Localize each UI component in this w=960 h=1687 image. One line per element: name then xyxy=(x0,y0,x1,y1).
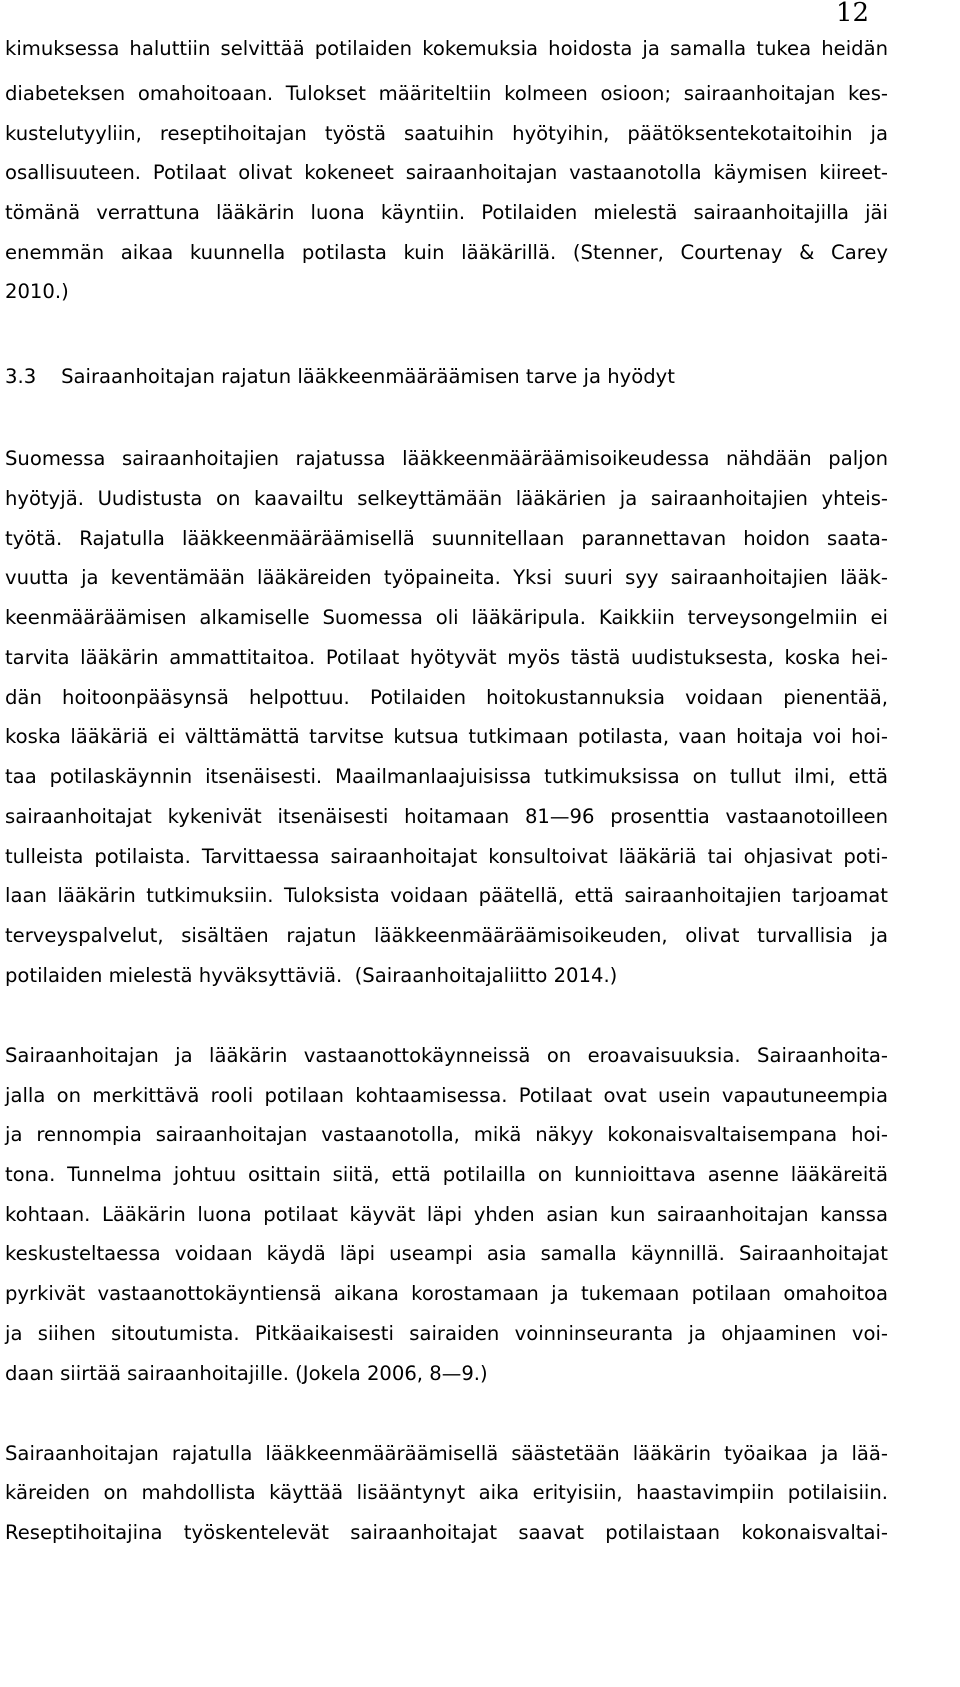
text-line: tulleista potilaista. Tarvittaessa sairaanhoitajat konsultoivat lääkäriä tai ohjasivat poti- xyxy=(5,845,888,868)
text-line: tömänä verrattuna lääkärin luona käyntiin. Potilaiden mielestä sairaanhoitajilla jäi xyxy=(5,201,888,224)
text-line: Suomessa sairaanhoitajien rajatussa lääkkeenmääräämisoikeudessa nähdään paljon xyxy=(5,447,888,470)
text-line: sairaanhoitajat kykenivät itsenäisesti hoitamaan 81—96 prosenttia vastaanotoilleen xyxy=(5,805,888,828)
text-line: diabeteksen omahoitoaan. Tulokset määriteltiin kolmeen osioon; sairaanhoitajan kes- xyxy=(5,82,888,105)
text-line: laan lääkärin tutkimuksiin. Tuloksista voidaan päätellä, että sairaanhoitajien tarjoamat xyxy=(5,884,888,907)
text-line: ja siihen sitoutumista. Pitkäaikaisesti sairaiden voinninseuranta ja ohjaaminen voi- xyxy=(5,1322,888,1345)
text-line: kimuksessa haluttiin selvittää potilaiden kokemuksia hoidosta ja samalla tukea heidän xyxy=(5,37,888,60)
text-line: osallisuuteen. Potilaat olivat kokeneet sairaanhoitajan vastaanotolla käymisen kiireet- xyxy=(5,161,888,184)
text-line: pyrkivät vastaanottokäyntiensä aikana korostamaan ja tukemaan potilaan omahoitoa xyxy=(5,1282,888,1305)
text-line: vuutta ja keventämään lääkäreiden työpaineita. Yksi suuri syy sairaanhoitajien lääk- xyxy=(5,566,888,589)
text-line: ja rennompia sairaanhoitajan vastaanotolla, mikä näkyy kokonaisvaltaisempana hoi- xyxy=(5,1123,888,1146)
text-line: Sairaanhoitajan rajatulla lääkkeenmääräämisellä säästetään lääkärin työaikaa ja lää- xyxy=(5,1442,888,1465)
text-line: keskusteltaessa voidaan käydä läpi useampi asia samalla käynnillä. Sairaanhoitajat xyxy=(5,1242,888,1265)
text-line: tona. Tunnelma johtuu osittain siitä, että potilailla on kunnioittava asenne lääkäreitä xyxy=(5,1163,888,1186)
text-line: Sairaanhoitajan ja lääkärin vastaanottokäynneissä on eroavaisuuksia. Sairaanhoita- xyxy=(5,1044,888,1067)
text-line: Reseptihoitajina työskentelevät sairaanhoitajat saavat potilaistaan kokonaisvaltai- xyxy=(5,1521,888,1544)
text-line: jalla on merkittävä rooli potilaan kohtaamisessa. Potilaat ovat usein vapautuneempia xyxy=(5,1084,888,1107)
text-line: kohtaan. Lääkärin luona potilaat käyvät läpi yhden asian kun sairaanhoitajan kanssa xyxy=(5,1203,888,1226)
page-number: 12 xyxy=(836,0,870,28)
text-line: käreiden on mahdollista käyttää lisääntynyt aika erityisiin, haastavimpiin potilaisiin. xyxy=(5,1481,888,1504)
text-line: hyötyjä. Uudistusta on kaavailtu selkeyttämään lääkärien ja sairaanhoitajien yhteis- xyxy=(5,487,888,510)
section-heading: 3.3 Sairaanhoitajan rajatun lääkkeenmääräämisen tarve ja hyödyt xyxy=(5,365,675,388)
text-line: 2010.) xyxy=(5,280,69,303)
text-line: koska lääkäriä ei välttämättä tarvitse kutsua tutkimaan potilasta, vaan hoitaja voi hoi- xyxy=(5,725,888,748)
text-line: kustelutyyliin, reseptihoitajan työstä saatuihin hyötyihin, päätöksentekotaitoihin ja xyxy=(5,122,888,145)
text-line: tarvita lääkärin ammattitaitoa. Potilaat hyötyvät myös tästä uudistuksesta, koska hei- xyxy=(5,646,888,669)
text-line: työtä. Rajatulla lääkkeenmääräämisellä suunnitellaan parannettavan hoidon saata- xyxy=(5,527,888,550)
text-line: terveyspalvelut, sisältäen rajatun lääkkeenmääräämisoikeuden, olivat turvallisia ja xyxy=(5,924,888,947)
text-line: dän hoitoonpääsynsä helpottuu. Potilaiden hoitokustannuksia voidaan pienentää, xyxy=(5,686,888,709)
text-line: potilaiden mielestä hyväksyttäviä. (Sairaanhoitajaliitto 2014.) xyxy=(5,964,618,987)
text-line: taa potilaskäynnin itsenäisesti. Maailmanlaajuisissa tutkimuksissa on tullut ilmi, että xyxy=(5,765,888,788)
text-line: enemmän aikaa kuunnella potilasta kuin lääkärillä. (Stenner, Courtenay & Carey xyxy=(5,241,888,264)
text-line: daan siirtää sairaanhoitajille. (Jokela 2006, 8—9.) xyxy=(5,1362,488,1385)
text-line: keenmääräämisen alkamiselle Suomessa oli lääkäripula. Kaikkiin terveysongelmiin ei xyxy=(5,606,888,629)
